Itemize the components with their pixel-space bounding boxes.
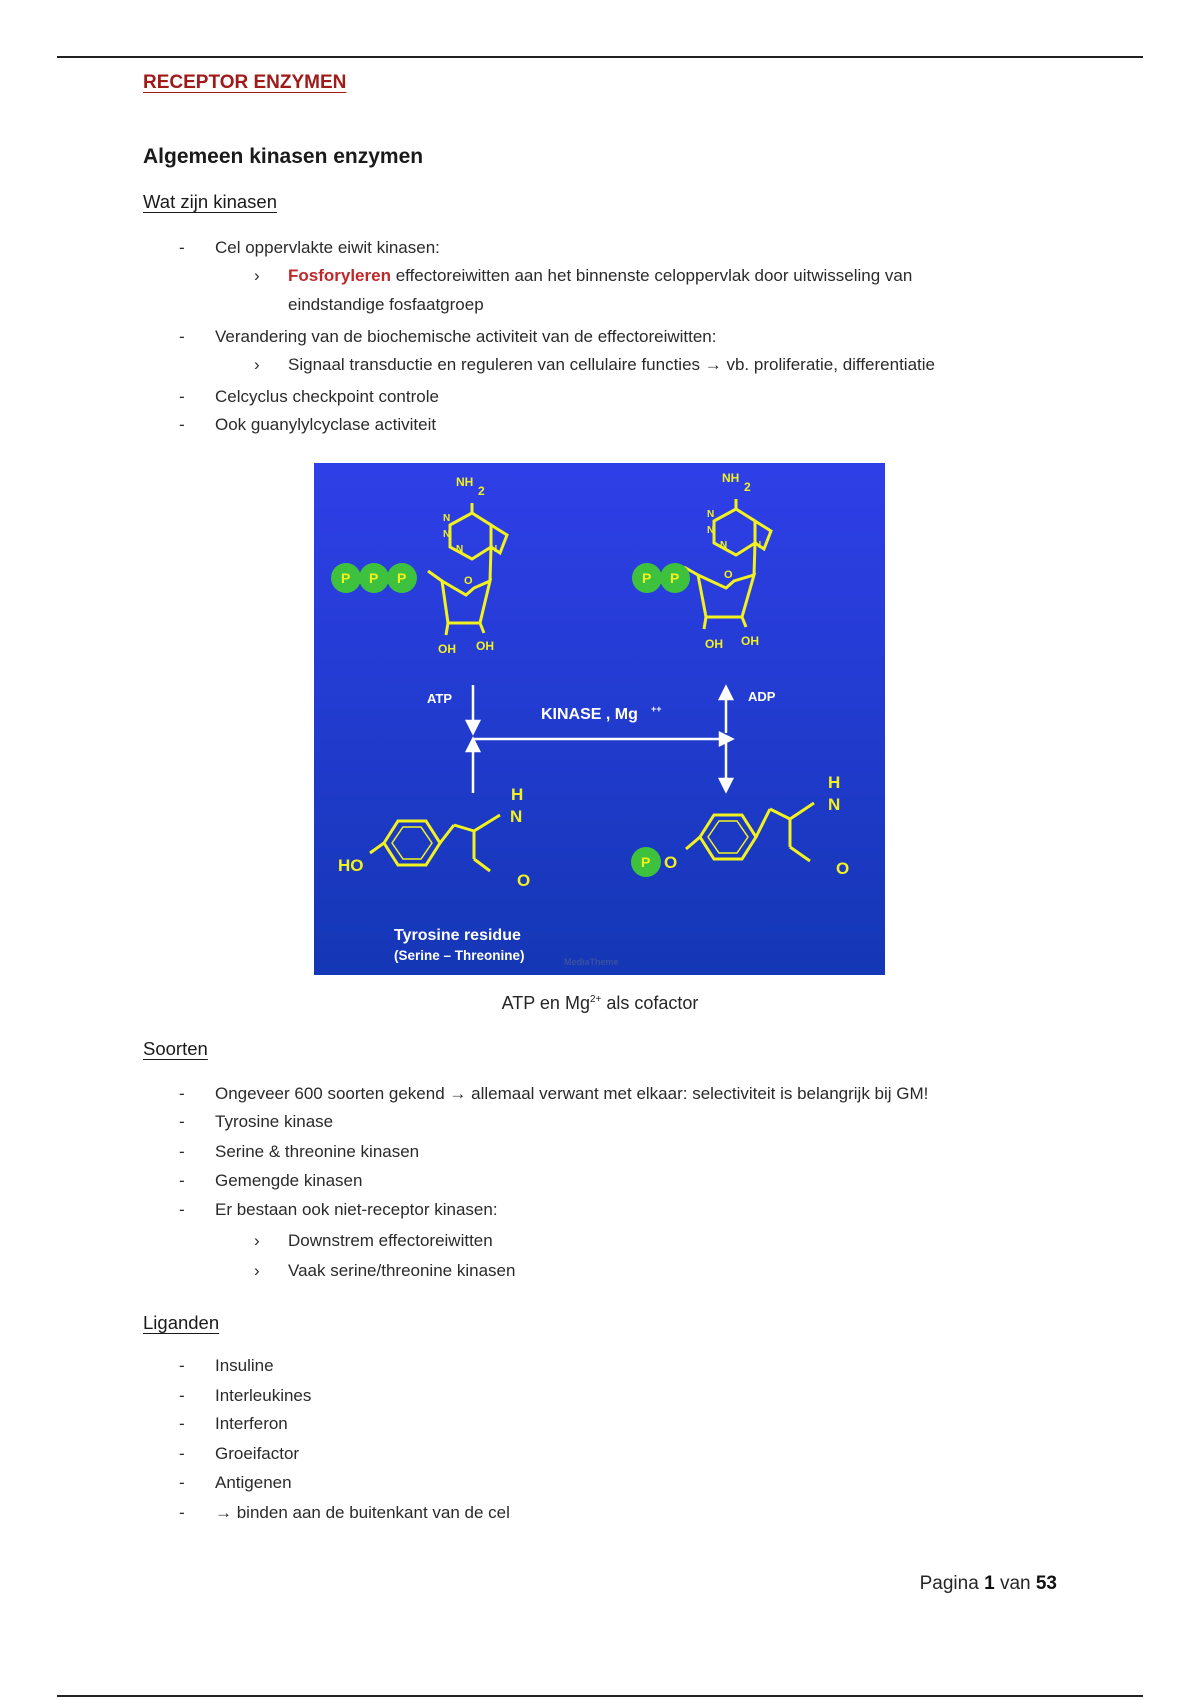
nh2-subscript: 2: [744, 480, 751, 494]
figure-caption: [0, 993, 1200, 1014]
n-label: N: [828, 795, 841, 814]
list-item: - Interleukines: [215, 1385, 311, 1407]
footer-label: Pagina: [919, 1573, 979, 1594]
n-label: N: [456, 544, 464, 555]
residue-sublabel: (Serine – Threonine): [394, 948, 525, 963]
list-item: - Insuline: [215, 1355, 274, 1377]
watermark: MediaTheme: [564, 957, 619, 967]
p-label: P: [397, 570, 407, 586]
ho-label: HO: [338, 856, 364, 875]
o-label: O: [517, 871, 531, 890]
nh2-subscript: 2: [478, 484, 485, 498]
n-label: N: [754, 540, 762, 551]
list-item: - Verandering van de biochemische activiteit van de effectoreiwitten:: [215, 326, 716, 348]
bottom-rule: [57, 1695, 1143, 1697]
page-total: 53: [1035, 1573, 1057, 1594]
sub-list-item: › Vaak serine/threonine kinasen: [288, 1260, 515, 1282]
list-item: - Tyrosine kinase: [215, 1111, 333, 1133]
o-label: O: [664, 853, 678, 872]
sub-list-item: [288, 265, 912, 287]
list-item: - Gemengde kinasen: [215, 1170, 362, 1192]
sub-list-continuation: eindstandige fosfaatgroep: [288, 295, 484, 314]
list-item: - Cel oppervlakte eiwit kinasen:: [215, 237, 440, 259]
oh-label: OH: [438, 642, 456, 656]
list-item: - → binden aan de buitenkant van de cel: [215, 1502, 510, 1524]
list-item: - Serine & threonine kinasen: [215, 1141, 419, 1163]
p-label: P: [670, 570, 680, 586]
n-label: N: [443, 513, 451, 524]
oh-label: OH: [741, 634, 759, 648]
atp-label: ATP: [427, 691, 453, 706]
page-number: 1: [984, 1573, 995, 1594]
p-label: P: [369, 570, 379, 586]
adp-label: ADP: [748, 689, 776, 704]
h-label: H: [828, 773, 841, 792]
kinase-label: KINASE , Mg: [541, 706, 638, 723]
n-label: N: [720, 540, 728, 551]
oh-label: OH: [476, 639, 494, 653]
p-label: P: [641, 854, 651, 870]
p-label: P: [642, 570, 652, 586]
kinase-superscript: ++: [651, 704, 662, 714]
oh-label: OH: [705, 637, 723, 651]
list-item: - Interferon: [215, 1413, 288, 1435]
highlight-term: Fosforyleren: [288, 266, 391, 285]
document-title: RECEPTOR ENZYMEN: [143, 72, 347, 93]
o-label: O: [464, 575, 473, 587]
n-label: N: [443, 529, 451, 540]
list-item: - Antigenen: [215, 1472, 292, 1494]
list-item: - Ongeveer 600 soorten gekend → allemaal verwant met elkaar: selectiviteit is belangrijk bij GM!: [215, 1083, 928, 1105]
section-heading: Algemeen kinasen enzymen: [143, 145, 424, 168]
subheading-wat-zijn-kinasen: Wat zijn kinasen: [143, 191, 278, 212]
sub-list-item: › Downstrem effectoreiwitten: [288, 1230, 493, 1252]
caption-superscript: 2+: [589, 994, 602, 1005]
caption-text: ATP en Mg: [501, 993, 590, 1013]
nh2-label: NH: [722, 471, 740, 485]
n-label: N: [707, 509, 715, 520]
n-label: N: [707, 525, 715, 536]
sub-list-item: › Signaal transductie en reguleren van cellulaire functies → vb. proliferatie, differentiatie: [288, 354, 935, 376]
o-label: O: [836, 859, 850, 878]
o-label: O: [724, 569, 733, 581]
list-item: - Er bestaan ook niet-receptor kinasen:: [215, 1199, 498, 1221]
kinase-reaction-figure: [314, 463, 885, 975]
residue-label: Tyrosine residue: [394, 927, 521, 944]
caption-text: als cofactor: [601, 993, 699, 1013]
list-item: - Ook guanylylcyclase activiteit: [215, 414, 436, 436]
sub-list-text: effectoreiwitten aan het binnenste celoppervlak door uitwisseling van: [390, 266, 913, 285]
nh2-label: NH: [456, 475, 474, 489]
p-label: P: [341, 570, 351, 586]
subheading-liganden: Liganden: [143, 1312, 220, 1333]
n-label: N: [490, 544, 498, 555]
subheading-soorten: Soorten: [143, 1038, 208, 1059]
list-item: - Celcyclus checkpoint controle: [215, 386, 439, 408]
page-footer: [920, 1573, 1057, 1595]
h-label: H: [511, 785, 524, 804]
footer-label: van: [999, 1573, 1031, 1594]
top-rule: [57, 56, 1143, 58]
n-label: N: [510, 807, 523, 826]
list-item: - Groeifactor: [215, 1443, 299, 1465]
